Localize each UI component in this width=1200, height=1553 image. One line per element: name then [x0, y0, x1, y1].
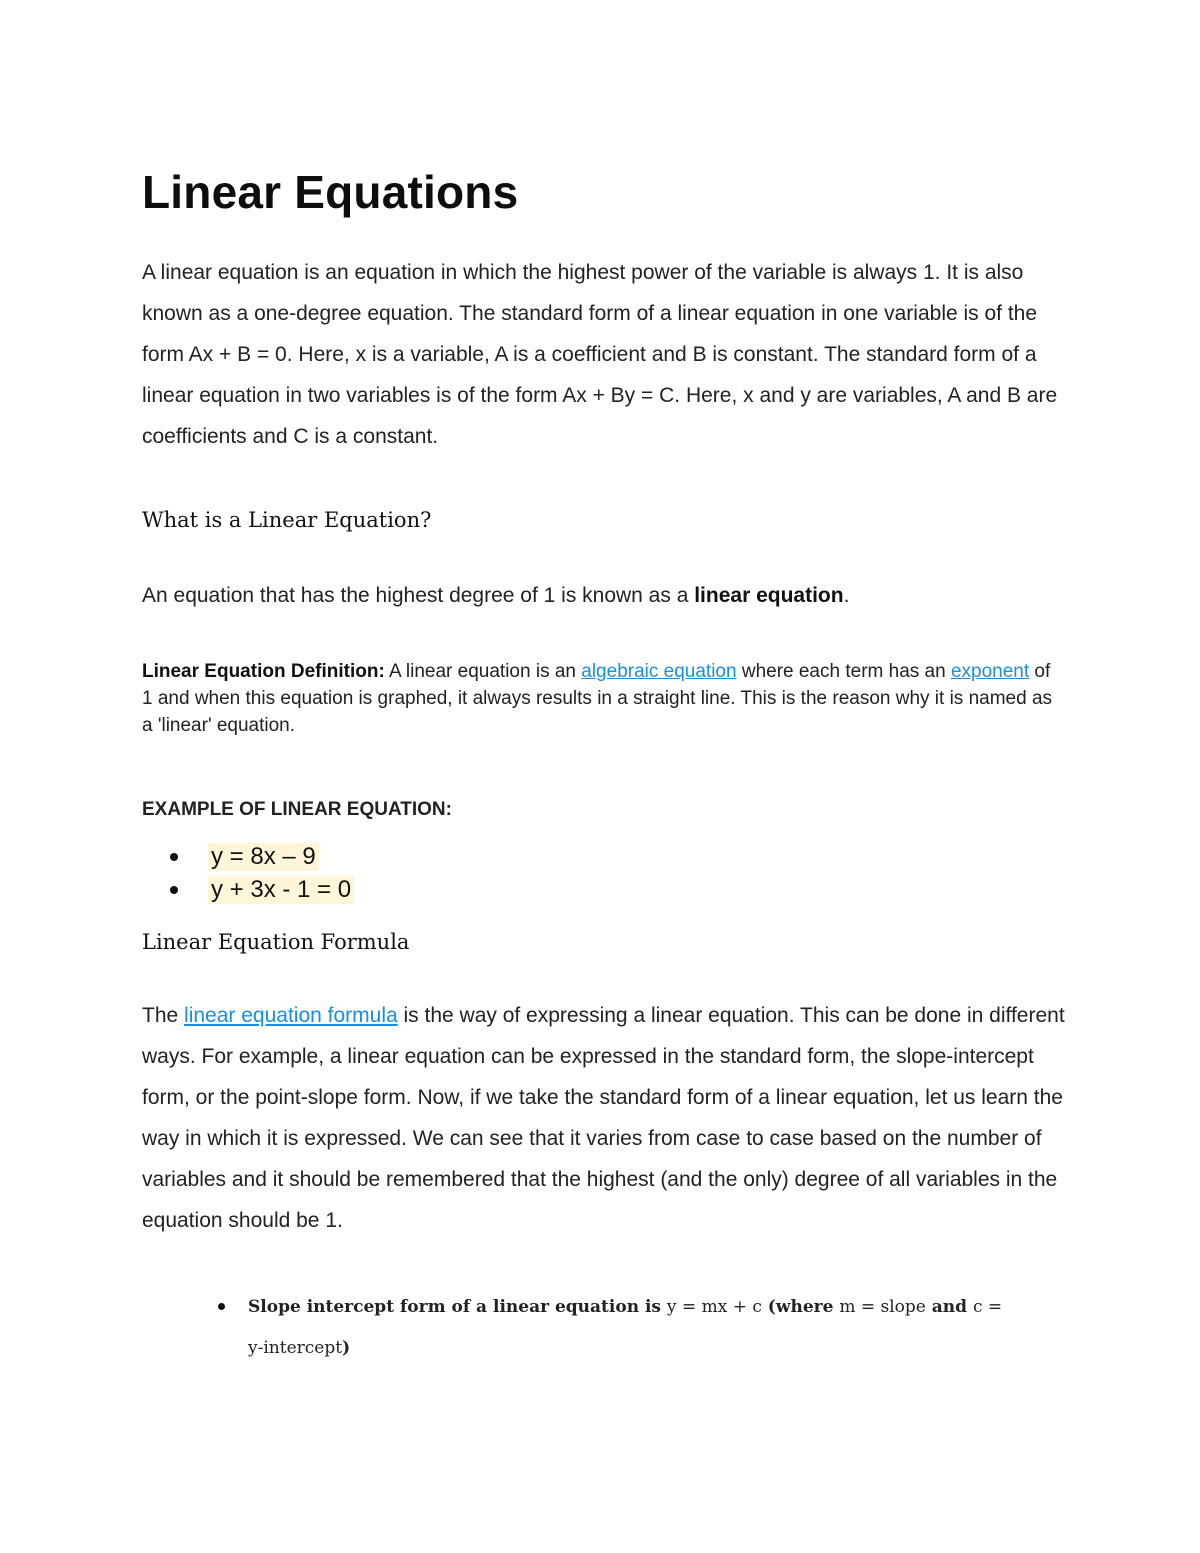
- definition-text-1: A linear equation is an: [384, 661, 582, 682]
- example-list: [170, 840, 354, 906]
- definition-paragraph: [142, 658, 1062, 739]
- what-is-text-post: .: [843, 584, 850, 607]
- slope-text-g: ): [342, 1338, 351, 1358]
- slope-text-c: (where: [761, 1297, 840, 1317]
- page-title: Linear Equations: [142, 166, 519, 218]
- linear-equation-formula-link[interactable]: linear equation formula: [184, 1004, 398, 1027]
- definition-label: Linear Equation Definition:: [142, 661, 385, 682]
- exponent-link[interactable]: exponent: [950, 661, 1030, 682]
- algebraic-equation-link[interactable]: algebraic equation: [581, 661, 737, 682]
- list-item: [170, 840, 354, 873]
- slope-c-def: c = y-intercept: [248, 1297, 1003, 1358]
- slope-text-e: and: [925, 1297, 973, 1317]
- formula-text-post: is the way of expressing a linear equation. This can be done in different ways. For example, a linear equation can be expressed in the standard form, the slope-intercept form, or the point-slope form. Now, if we take the standard form of a linear equation, let us learn the way in which it is expressed. We can see that it varies from case to case based on the number of variables and it should be remembered that the highest (and the only) degree of all variables in the equation should be 1.: [142, 1004, 1065, 1232]
- formula-text-pre: The: [142, 1004, 185, 1027]
- formula-paragraph: [142, 995, 1067, 1241]
- what-is-text-pre: An equation that has the highest degree of 1 is known as a: [142, 584, 695, 607]
- bullet-icon: [170, 853, 178, 861]
- formula-heading: Linear Equation Formula: [142, 930, 410, 954]
- what-is-bold-term: linear equation: [694, 584, 844, 607]
- definition-text-2: where each term has an: [736, 661, 951, 682]
- bullet-icon: [218, 1303, 225, 1310]
- slope-intercept-text: [218, 1287, 1018, 1369]
- example-heading: EXAMPLE OF LINEAR EQUATION:: [142, 799, 452, 820]
- bullet-icon: [170, 886, 178, 894]
- list-item: [170, 873, 354, 906]
- what-is-heading: What is a Linear Equation?: [142, 508, 432, 532]
- example-equation: y = 8x – 9: [208, 843, 319, 871]
- slope-m-def: m = slope: [839, 1297, 926, 1317]
- intro-paragraph: A linear equation is an equation in which the highest power of the variable is always 1. It is also known as a one-degree equation. The standard form of a linear equation in one variable is of the form Ax + B = 0. Here, x is a variable, A is a coefficient and B is constant. The standard form of a linear equation in two variables is of the form Ax + By = C. Here, x and y are variables, A and B are coefficients and C is a constant.: [142, 261, 1058, 448]
- slope-intercept-bullet: [218, 1287, 1018, 1369]
- slope-text-a: Slope intercept form of a linear equation is: [248, 1297, 667, 1317]
- example-equation: y + 3x - 1 = 0: [208, 876, 354, 904]
- slope-formula: y = mx + c: [666, 1297, 762, 1317]
- definition-text-3: of 1 and when this equation is graphed, it always results in a straight line. This is the reason why it is named as a 'linear' equation.: [142, 661, 1053, 736]
- what-is-paragraph: [142, 581, 849, 611]
